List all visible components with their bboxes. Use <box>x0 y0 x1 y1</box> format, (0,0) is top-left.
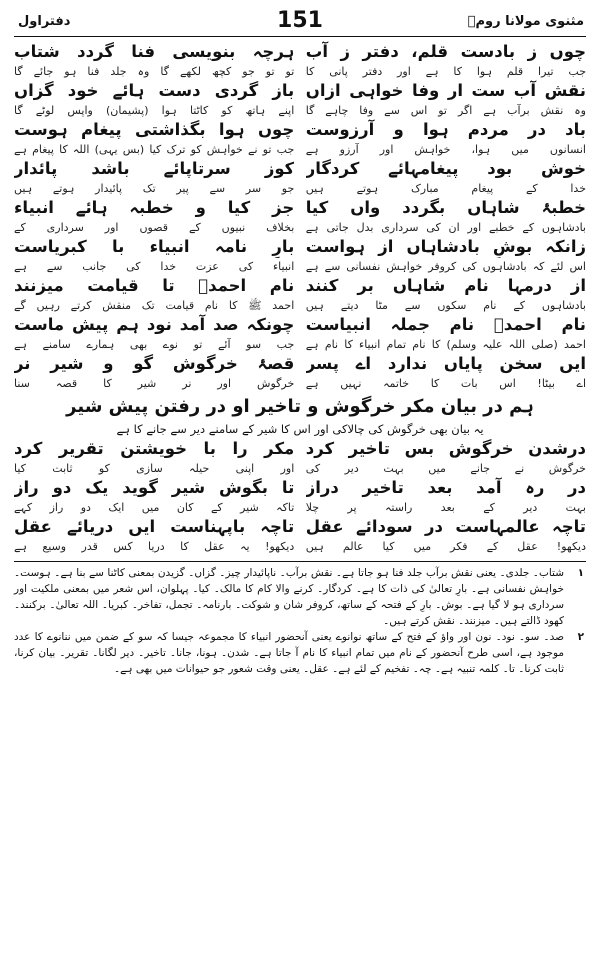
verse-right <box>306 275 586 314</box>
book-title: مثنوی مولانا رومؒ <box>467 14 584 29</box>
footnote <box>14 565 586 629</box>
verse-right <box>306 477 586 516</box>
verse-pair <box>14 197 586 236</box>
verse-translation: جب سو آئے تو نوے بھی ہمارے سامنے ہے <box>14 338 295 351</box>
footnote <box>14 629 586 677</box>
verse-pair <box>14 119 586 158</box>
verse-text: درشدن خرگوش بس تاخیر کرد <box>305 439 586 458</box>
verse-right <box>306 158 586 197</box>
verse-text: چوں ز بادست قلم، دفتر ز آب <box>305 42 586 61</box>
verse-translation: بخلاف نبیوں کے قصوں اور سرداری کے <box>14 221 295 234</box>
header-rule <box>14 36 586 37</box>
verse-text: در رہ آمد بعد تاخیر دراز <box>305 478 586 497</box>
verse-right <box>306 314 586 353</box>
verse-translation: احمد (صلی اللہ علیہ وسلم) کا نام تمام انبیاء کا نام ہے <box>305 338 586 351</box>
verse-pair <box>14 41 586 80</box>
verse-pair <box>14 275 586 314</box>
verse-text: نام احمدؐ تا قیامت میزنند <box>14 276 295 295</box>
verse-translation: اس لئے کہ بادشاہوں کی کروفر خواہش نفسانی سے ہے <box>305 260 586 273</box>
verse-translation: احمد ﷺ کا نام قیامت تک منقش کرتے رہیں گے <box>14 299 295 312</box>
page-header <box>14 6 586 36</box>
verse-translation: خدا کے پیغام مبارک ہوتے ہیں <box>305 182 586 195</box>
verse-translation: اپنے ہاتھ کو کاٹتا ہوا (پشیمان) واپس لوٹے گا <box>14 104 295 117</box>
verse-translation: خرگوش اور نر شیر کا قصہ سنا <box>14 377 295 390</box>
verse-translation: خرگوش نے جانے میں بہت دیر کی <box>305 462 586 475</box>
verse-translation: اور اپنی حیلہ سازی کو ثابت کیا <box>14 462 295 475</box>
verse-left <box>14 197 294 236</box>
verse-right <box>306 197 586 236</box>
verse-pair <box>14 236 586 275</box>
verse-block-1 <box>14 41 586 392</box>
verse-pair <box>14 158 586 197</box>
footnote-number: ۱ <box>577 567 584 579</box>
verse-pair <box>14 353 586 392</box>
verse-text: ہرچہ بنویسی فنا گردد شتاب <box>14 42 295 61</box>
verse-translation: جب تیرا قلم ہوا کا ہے اور دفتر پانی کا <box>305 65 586 78</box>
verse-translation: بادشاہوں کے نام سکوں سے مٹا دیتے ہیں <box>305 299 586 312</box>
verse-text: خوش بود پیغامہائے کردگار <box>305 159 586 178</box>
verse-translation: جو سر سے پیر تک پائیدار ہوتے ہیں <box>14 182 295 195</box>
verse-left <box>14 516 294 555</box>
verse-text: نقش آب ست ار وفا خواہی ازاں <box>305 81 586 100</box>
verse-left <box>14 158 294 197</box>
verse-right <box>306 119 586 158</box>
verse-text: باز گردی دست ہائے خود گزاں <box>14 81 295 100</box>
verse-translation: انسانوں میں ہوا، خواہش اور آرزو ہے <box>305 143 586 156</box>
verse-text: کوز سرتاپائے باشد پائدار <box>14 159 295 178</box>
verse-left <box>14 438 294 477</box>
verse-translation: بادشاہوں کے خطبے اور ان کی سرداری بدل جاتی ہے <box>305 221 586 234</box>
verse-right <box>306 80 586 119</box>
verse-pair <box>14 477 586 516</box>
verse-pair <box>14 314 586 353</box>
book-page <box>14 6 586 962</box>
verse-text: باد در مردم ہوا و آرزوست <box>305 120 586 139</box>
footnote-text: شتاب۔ جلدی۔ یعنی نقش برآب جلد فنا ہو جاتا ہے۔ نقش برآب۔ ناپائیدار چیز۔ گزاں۔ گزیدن بمعنی کاٹنا سے بنا ہے۔ ہوست۔ خواہش نفسانی ہے۔ بارِ تعالیٰ کی ذات کا ہے۔ کردگار۔ کرنے والا کام کا مالک۔ کیا۔ پہلوان، اس شعر میں بمعنی ملکیت اور سرداری ہو لا گیا ہے۔ بوش۔ بارِ کے فتحہ کے ساتھ، کروفر شان و شوکت۔ بارنامہ۔ تجمل، تفاخر۔ کبریا۔ اللہ تعالیٰ۔ برکنند۔ کھود ڈالتے ہیں۔ میزنند۔ نقش کرتے ہیں۔ <box>14 567 564 627</box>
volume-label: دفتراول <box>18 14 71 29</box>
verse-translation: بہت دیر کے بعد راستہ پر چلا <box>305 501 586 514</box>
verse-text: جز کیا و خطبہ ہائے انبیاء <box>14 198 295 217</box>
verse-block-2 <box>14 438 586 555</box>
verse-text: چوں ہوا بگذاشتی پیغام ہوست <box>14 120 295 139</box>
verse-left <box>14 80 294 119</box>
verse-left <box>14 314 294 353</box>
verse-right <box>306 516 586 555</box>
verse-right <box>306 41 586 80</box>
verse-text: نام احمدؐ نام جملہ انبیاست <box>305 315 586 334</box>
verse-translation: دیکھو! یہ عقل کا دریا کس قدر وسیع ہے <box>14 540 295 553</box>
verse-text: ایں سخن پایاں ندارد اے پسر <box>305 354 586 373</box>
verse-translation: جب تو نے خواہش کو ترک کیا (بس یہی) اللہ کا پیغام ہے <box>14 143 295 156</box>
verse-translation: تاکہ شیر کے کان میں ایک دو راز کہے <box>14 501 295 514</box>
verse-text: از درمہا نام شاہاں بر کنند <box>305 276 586 295</box>
section-heading: ہم در بیان مکر خرگوش و تاخیر او در رفتن پیش شیر <box>66 396 534 417</box>
verse-pair <box>14 516 586 555</box>
verse-left <box>14 41 294 80</box>
verse-text: چونکہ صد آمد نود ہم پیش ماست <box>14 315 295 334</box>
verse-pair <box>14 438 586 477</box>
verse-right <box>306 438 586 477</box>
verse-right <box>306 236 586 275</box>
verse-text: تاچہ باپہناست ایں دریائے عقل <box>14 517 295 536</box>
verse-text: تا بگوش شیر گوید یک دو راز <box>14 478 295 497</box>
verse-left <box>14 275 294 314</box>
verse-text: خطبۂ شاہاں بگردد واں کیا <box>305 198 586 217</box>
verse-left <box>14 236 294 275</box>
verse-text: قصۂ خرگوش گو و شیر نر <box>14 354 295 373</box>
verse-text: بارِ نامہ انبیاء با کبریاست <box>14 237 295 256</box>
verse-translation: دیکھو! عقل کے فکر میں کیا عالم ہیں <box>305 540 586 553</box>
verse-text: مکر را با خویشتن تقریر کرد <box>14 439 295 458</box>
footnote-number: ۲ <box>577 631 584 643</box>
verse-translation: تو تو جو کچھ لکھے گا وہ جلد فنا ہو جائے گا <box>14 65 295 78</box>
verse-left <box>14 353 294 392</box>
verse-text: زانکہ بوشِ بادشاہاں از ہواست <box>305 237 586 256</box>
section-subheading: یہ بیان بھی خرگوش کی چالاکی اور اس کا شیر کے سامنے دیر سے جانے کا ہے <box>116 422 484 436</box>
verse-right <box>306 353 586 392</box>
verse-left <box>14 477 294 516</box>
verse-translation: وہ نقش برآب ہے اگر تو اس سے وفا چاہے گا <box>305 104 586 117</box>
verse-left <box>14 119 294 158</box>
verse-pair <box>14 80 586 119</box>
verse-translation: انبیاء کی عزت خدا کی جانب سے ہے <box>14 260 295 273</box>
verse-text: تاچہ عالمہاست در سودائے عقل <box>305 517 586 536</box>
page-number: 151 <box>277 8 323 33</box>
footnote-rule <box>14 561 586 562</box>
verse-translation: اے بیٹا! اس بات کا خاتمہ نہیں ہے <box>305 377 586 390</box>
footnote-text: صد۔ سو۔ نود۔ نون اور واؤ کے فتح کے ساتھ نوانوے یعنی آنحضور انبیاء کا مجموعہ جیسا کہ سو کے ضمن میں ننانوے کا عدد موجود ہے، اسی طرح آنحضور کے نام میں تمام انبیاء کا نام آ جاتا ہے۔ شدن۔ ہونا، جانا۔ تاخیر۔ دیر لگانا۔ تقریر۔ بیان کرنا، ثابت کرنا۔ تا۔ کلمہ تنبیہ ہے۔ چہ۔ تفخیم کے لئے ہے۔ عقل۔ یعنی وقت شعور جو حیوانات میں بھی ہے۔ <box>14 631 564 675</box>
